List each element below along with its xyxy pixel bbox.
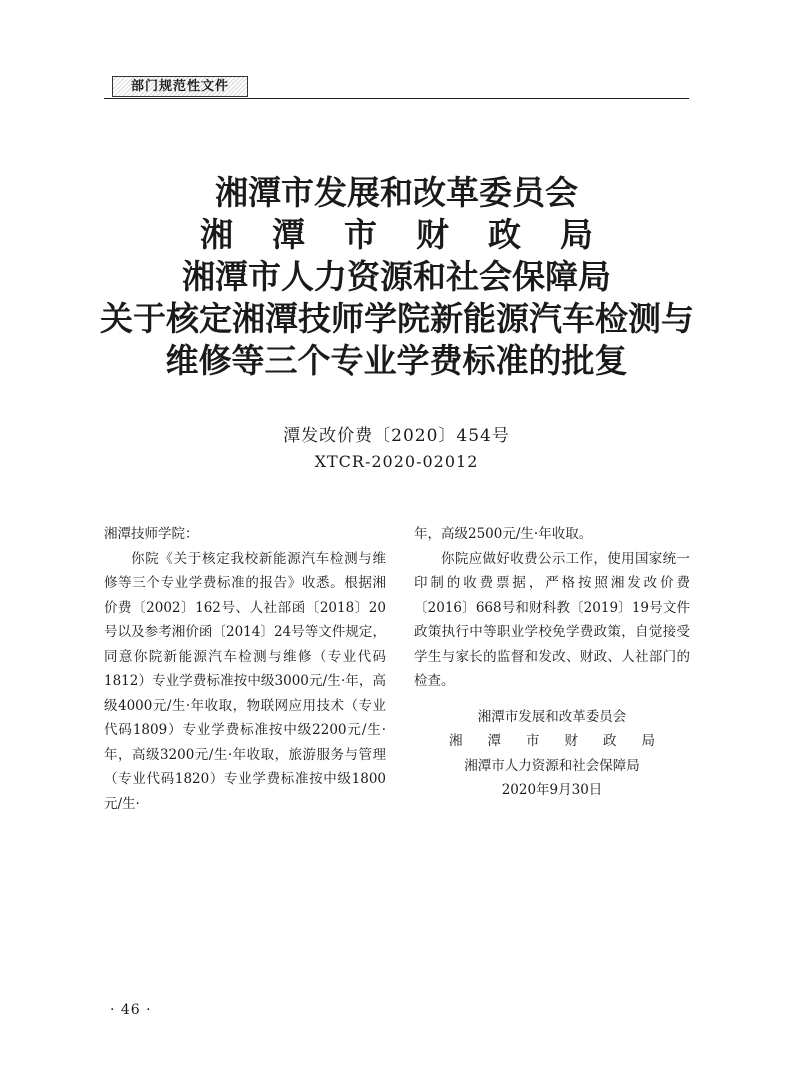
document-number: 潭发改价费〔2020〕454号 [283, 426, 510, 446]
signature-char: 财 [564, 733, 578, 749]
title-char: 政 [488, 215, 521, 254]
title-char: 湘 [200, 215, 233, 254]
addressee: 湘潭技师学院： [104, 526, 199, 542]
title-line-subject-1: 关于核定湘潭技师学院新能源汽车检测与 [100, 299, 694, 338]
signature-issuer-2 [414, 729, 690, 754]
title-char: 市 [344, 215, 377, 254]
title-char: 局 [560, 215, 593, 254]
body-paragraph-continuation: 年，高级2500元/生·年收取。 [414, 526, 593, 542]
title-char: 财 [416, 215, 449, 254]
title-line-subject-2: 维修等三个专业学费标准的批复 [165, 341, 628, 380]
section-header-tag: 部门规范性文件 [112, 76, 248, 97]
signature-date: 2020年9月30日 [501, 782, 603, 798]
title-char: 潭 [272, 215, 305, 254]
title-line-issuer-2 [100, 214, 693, 256]
title-line-issuer-3: 湘潭市人力资源和社会保障局 [182, 257, 611, 296]
signature-char: 市 [526, 733, 540, 749]
body-column-left [104, 522, 386, 816]
signature-issuer-1: 湘潭市发展和改革委员会 [477, 708, 627, 725]
document-title [100, 172, 693, 382]
page-number: · 46 · [110, 1002, 152, 1018]
body-column-right [414, 522, 690, 803]
body-paragraph: 你院应做好收费公示工作，使用国家统一印制的收费票据，严格按照湘发改价费〔2016〕668号和财科教〔2019〕19号文件政策执行中等职业学校免学费政策，自觉接受学生与家长的监督和发改、财政、人社部门的检查。 [414, 550, 690, 689]
signature-block [414, 705, 690, 803]
signature-char: 湘 [449, 733, 463, 749]
signature-char: 政 [603, 733, 617, 749]
header-divider [104, 98, 689, 99]
signature-char: 潭 [487, 733, 501, 749]
signature-issuer-3: 湘潭市人力资源和社会保障局 [464, 757, 640, 774]
signature-char: 局 [641, 733, 655, 749]
body-paragraph: 你院《关于核定我校新能源汽车检测与维修等三个专业学费标准的报告》收悉。根据湘价费〔2002〕162号、人社部函〔2018〕20号以及参考湘价函〔2014〕24号等文件规定，同意你院新能源汽车检测与维修（专业代码1812）专业学费标准按中级3000元/生·年，高级4000元/生·年收取，物联网应用技术（专业代码1809）专业学费标准按中级2200元/生·年，高级3200元/生·年收取，旅游服务与管理（专业代码1820）专业学费标准按中级1800元/生· [104, 550, 386, 812]
document-code: XTCR-2020-02012 [314, 452, 479, 471]
title-line-issuer-1: 湘潭市发展和改革委员会 [215, 173, 578, 212]
